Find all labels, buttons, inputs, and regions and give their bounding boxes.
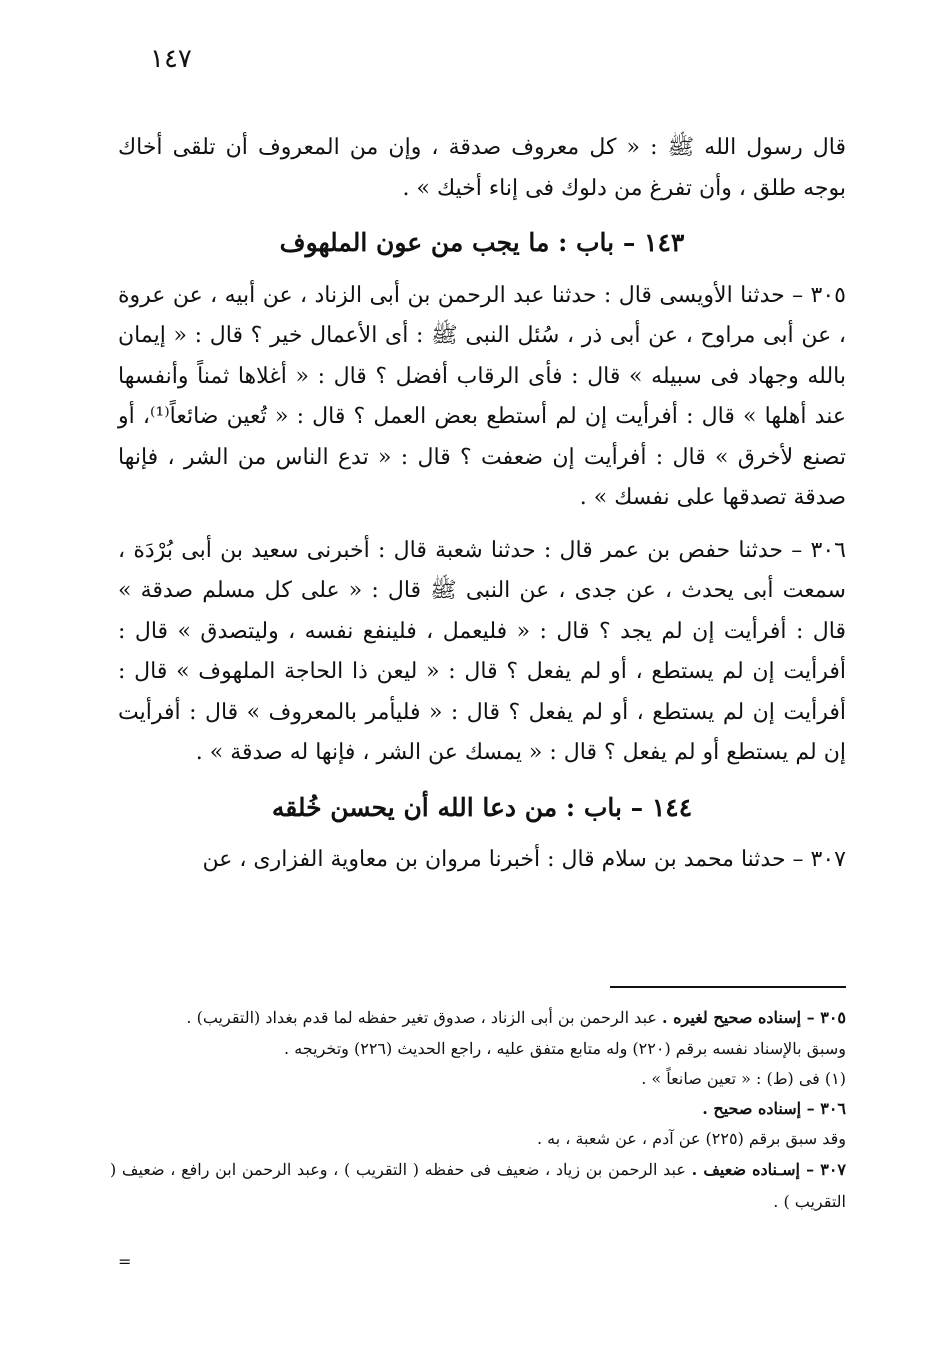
footnote-305-text: عبد الرحمن بن أبى الزناد ، صدوق تغير حفظه لما قدم بغداد (التقريب) . [186, 1008, 663, 1027]
footnote-305-label: ٣٠٥ – إسناده صحيح لغيره . [662, 1008, 846, 1027]
continuation-mark: = [118, 1252, 132, 1271]
page-number: ١٤٧ [150, 44, 192, 74]
footnote-307 [110, 1154, 846, 1218]
footnote-305-variant: (١) فى (ط) : « تعين صانعاً » . [641, 1069, 846, 1088]
hadith-307: ٣٠٧ – حدثنا محمد بن سلام قال : أخبرنا مروان بن معاوية الفزارى ، عن [202, 847, 846, 872]
footnote-305 [110, 1002, 846, 1034]
footnote-305-note: وسبق بالإسناد نفسه برقم (٢٢٠) وله متابع متفق عليه ، راجع الحديث (٢٢٦) وتخريجه . [284, 1039, 846, 1058]
hadith-305: ٣٠٥ – حدثنا الأويسى قال : حدثنا عبد الرحمن بن أبى الزناد ، عن أبيه ، عن عروة ، عن أبى مراوح ، عن أبى ذر ، سُئل النبى ﷺ : أى الأعمال خير ؟ قال : « إيمان بالله وجهاد فى سبيله » قال : فأى الرقاب أفضل ؟ قال : « أغلاها ثمناً وأنفسها عند أهلها » قال : أفرأيت إن لم أستطع بعض العمل ؟ قال : « تُعين ضائعاً⁽¹⁾، أو تصنع لأخرق » قال : أفرأيت إن ضعفت ؟ قال : « تدع الناس من الشر ، فإنها صدقة تصدقها على نفسك » . [118, 282, 846, 510]
footnotes [110, 1002, 846, 1218]
footnote-306-note: وقد سبق برقم (٢٢٥) عن آدم ، عن شعبة ، به . [536, 1129, 846, 1148]
footnote-divider [610, 986, 846, 988]
footnote-307-label: ٣٠٧ – إسـناده ضعيف . [691, 1160, 847, 1179]
chapter-heading-144: ١٤٤ – باب : من دعا الله أن يحسن خُلقه [271, 792, 693, 822]
main-text [118, 128, 846, 881]
footnote-306-label: ٣٠٦ – إسناده صحيح . [702, 1099, 846, 1118]
intro-paragraph: قال رسول الله ﷺ : « كل معروف صدقة ، وإن من المعروف أن تلقى أخاك بوجه طلق ، وأن تفرغ من دلوك فى إناء أخيك » . [118, 135, 846, 201]
chapter-heading-143: ١٤٣ – باب : ما يجب من عون الملهوف [279, 228, 685, 257]
footnote-307-text: عبد الرحمن بن زياد ، ضعيف فى حفظه ( التقريب ) ، وعبد الرحمن ابن رافع ، ضعيف ( التقريب ) . [110, 1160, 846, 1211]
hadith-306: ٣٠٦ – حدثنا حفص بن عمر قال : حدثنا شعبة قال : أخبرنى سعيد بن أبى بُرْدَة ، سمعت أبى يحدث ، عن جدى ، عن النبى ﷺ قال : « على كل مسلم صدقة » قال : أفرأيت إن لم يجد ؟ قال : « فليعمل ، فلينفع نفسه ، وليتصدق » قال : أفرأيت إن لم يستطع ، أو لم يفعل ؟ قال : « ليعن ذا الحاجة الملهوف » قال : أفرأيت إن لم يستطع ، أو لم يفعل ؟ قال : « فليأمر بالمعروف » قال : أفرأيت إن لم يستطع أو لم يفعل ؟ قال : « يمسك عن الشر ، فإنها له صدقة » . [118, 537, 846, 765]
